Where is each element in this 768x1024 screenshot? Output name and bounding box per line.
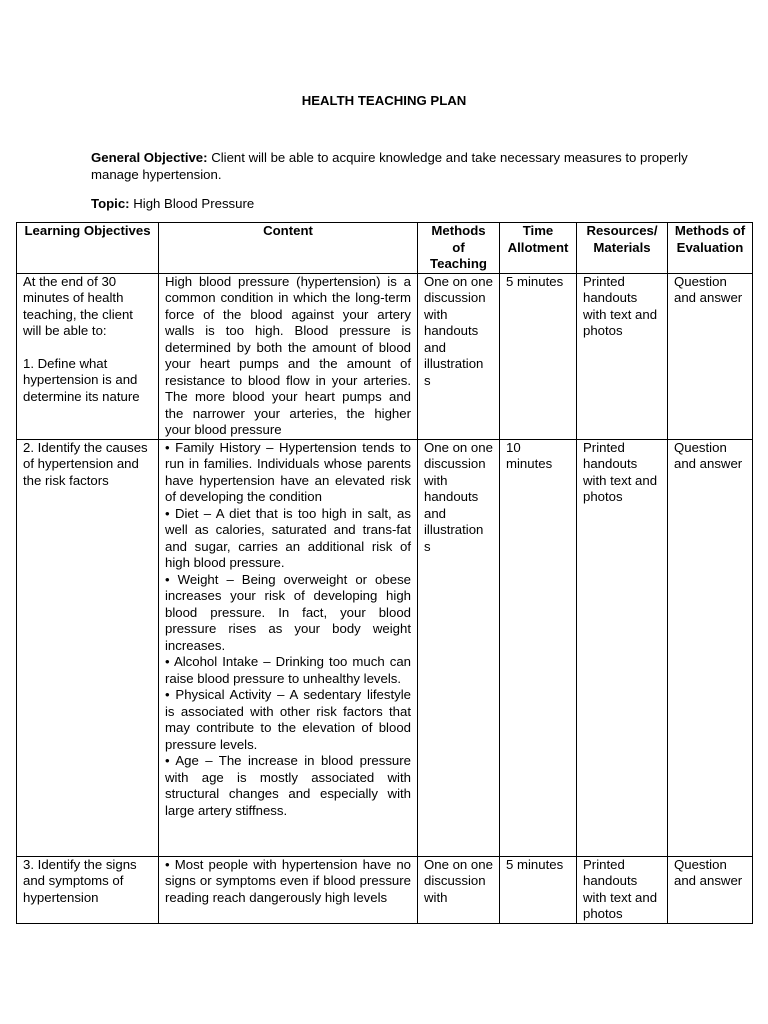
time-text: 5 minutes — [506, 856, 564, 872]
content-bullet: • Age – The increase in blood pressure with age is mostly associated with structural changes and especially with large artery stiffness. — [165, 753, 411, 818]
objective-cell — [17, 273, 159, 439]
document-title: HEALTH TEACHING PLAN — [301, 93, 467, 108]
evaluation-cell: Question and answer — [668, 273, 753, 439]
objective-intro: At the end of 30 minutes of health teaching, the client will be able to: — [23, 273, 133, 338]
header-learning-objectives: Learning Objectives — [17, 223, 159, 274]
evaluation-cell: Question and answer — [668, 439, 753, 856]
objective-cell — [17, 856, 159, 923]
resources-cell: Printed handouts with text and photos — [577, 273, 668, 439]
method-cell: One on one discussion with handouts and illustration s — [418, 439, 500, 856]
method-cell — [418, 856, 500, 923]
general-objective-label: General Objective: — [91, 150, 208, 165]
content-cell — [159, 856, 418, 923]
content-cell — [159, 439, 418, 856]
teaching-plan-table — [16, 222, 753, 924]
header-time-allotment: Time Allotment — [500, 223, 577, 274]
objective-text: 1. Define what hypertension is and determine its nature — [23, 355, 140, 404]
general-objective-text: Client will be able to acquire knowledge and take necessary measures to properly manage hypertension. — [91, 150, 688, 182]
content-cell: High blood pressure (hypertension) is a common condition in which the long-term force of the blood against your artery walls is too high. Blood pressure is determined by both the amount of blood your heart pumps and the amount of resistance to blood flow in your arteries. The more blood your heart pumps and the narrower your arteries, the higher your blood pressure — [159, 273, 418, 439]
header-methods-of-evaluation: Methods of Evaluation — [668, 223, 753, 274]
header-methods-of-teaching: Methods of Teaching — [418, 223, 500, 274]
table-row — [17, 439, 753, 856]
table-header-row — [17, 223, 753, 274]
method-cell: One on one discussion with handouts and illustration s — [418, 273, 500, 439]
header-content: Content — [159, 223, 418, 274]
time-cell: 5 minutes — [500, 273, 577, 439]
time-cell — [500, 856, 577, 923]
resources-text: Printed handouts with text and photos — [583, 856, 658, 921]
topic-text: High Blood Pressure — [129, 196, 255, 211]
table-row — [17, 856, 753, 923]
content-bullet: • Family History – Hypertension tends to run in families. Individuals whose parents have hypertension have an elevated risk of developing the condition — [165, 439, 411, 504]
table-row — [17, 273, 753, 439]
content-bullet: • Weight – Being overweight or obese increases your risk of developing high blood pressure. In fact, your blood pressure rises as your body weight increases. — [165, 571, 411, 653]
topic-label: Topic: — [91, 196, 130, 211]
time-cell: 10 minutes — [500, 439, 577, 856]
topic — [91, 195, 254, 212]
method-text: One on one discussion with — [424, 856, 493, 905]
content-bullet: • Diet – A diet that is too high in salt, as well as calories, saturated and trans-fat and sugar, carries an additional risk of high blood pressure. — [165, 505, 411, 570]
header-resources-materials: Resources/ Materials — [577, 223, 668, 274]
objective-cell: 2. Identify the causes of hypertension and the risk factors — [17, 439, 159, 856]
content-text: • Most people with hypertension have no signs or symptoms even if blood pressure reading reach dangerously high levels — [165, 856, 411, 905]
evaluation-cell — [668, 856, 753, 923]
resources-cell: Printed handouts with text and photos — [577, 439, 668, 856]
objective-text: 3. Identify the signs and symptoms of hypertension — [23, 856, 137, 905]
general-objective — [91, 149, 691, 183]
evaluation-text: Question and answer — [674, 856, 743, 888]
content-bullet: • Physical Activity – A sedentary lifestyle is associated with other risk factors that may contribute to the elevation of blood pressure levels. — [165, 687, 411, 752]
resources-cell — [577, 856, 668, 923]
content-bullet: • Alcohol Intake – Drinking too much can raise blood pressure to unhealthy levels. — [165, 654, 411, 686]
